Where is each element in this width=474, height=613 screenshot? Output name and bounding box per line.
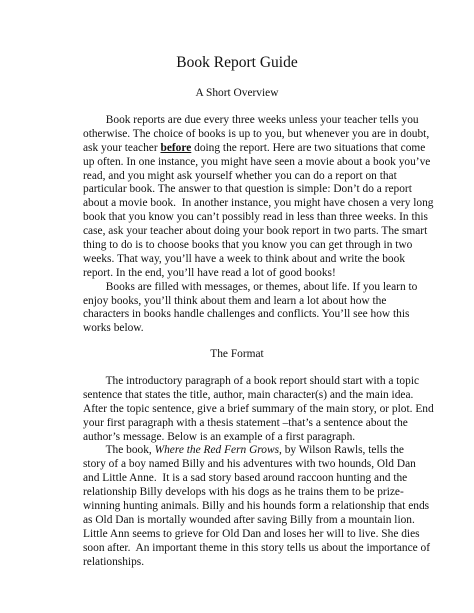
overview-line: about a movie book. In another instance, you might have chosen a very long xyxy=(83,197,434,210)
overview-heading: A Short Overview xyxy=(195,87,279,99)
format-line: Little Ann seems to grieve for Old Dan and loses her will to live. She dies xyxy=(83,527,420,540)
format-line: The introductory paragraph of a book report should start with a topic xyxy=(83,375,420,387)
format-line: relationship Billy develops with his dogs as he trains them to be prize- xyxy=(83,486,404,499)
format-text-after: by Wilson Rawls, tells the xyxy=(281,444,404,457)
format-line: winning hunting animals. Billy and his hounds form a relationship that ends xyxy=(83,500,430,513)
overview-line: read, and you might ask yourself whether you can do a report on that xyxy=(83,169,397,182)
format-text-before: The book, xyxy=(83,444,155,457)
overview-line: book that you know you can’t possibly read in less than three weeks. In this xyxy=(83,211,428,224)
overview-line: case, ask your teacher about doing your book report in two parts. The smart xyxy=(83,225,428,238)
overview-line: weeks. That way, you’ll have a week to think about and write the book xyxy=(83,252,406,265)
format-line: author’s message. Below is an example of a first paragraph. xyxy=(83,430,356,443)
overview-line: Book reports are due every three weeks unless your teacher tells you xyxy=(83,114,419,126)
overview-line: works below. xyxy=(83,322,144,335)
format-line: your first paragraph with a thesis statement –that’s a sentence about the xyxy=(83,416,408,429)
format-line: After the topic sentence, give a brief summary of the main story, or plot. End xyxy=(83,402,434,415)
overview-text-after: doing the report. Here are two situations that come xyxy=(191,141,426,154)
format-line: and Little Anne. It is a sad story based around raccoon hunting and the xyxy=(83,472,408,485)
document-title: Book Report Guide xyxy=(176,54,298,71)
overview-line: characters in books handle challenges and conflicts. You’ll see how this xyxy=(83,308,410,321)
book-title-italic: Where the Red Fern Grows, xyxy=(154,444,282,457)
overview-line: thing to do is to choose books that you know you can get through in two xyxy=(83,239,413,252)
format-heading: The Format xyxy=(210,348,264,360)
overview-line-emphasis xyxy=(83,141,426,156)
overview-line: Books are filled with messages, or themes, about life. If you learn to xyxy=(83,280,418,293)
overview-line: enjoy books, you’ll think about them and learn a lot about how the xyxy=(83,294,387,307)
emphasis-before-word: before xyxy=(160,141,192,154)
format-line: soon after. An important theme in this story tells us about the importance of xyxy=(83,541,431,554)
format-line: story of a boy named Billy and his adventures with two hounds, Old Dan xyxy=(83,458,416,471)
overview-section xyxy=(83,114,434,336)
overview-line: particular book. The answer to that question is simple: Don’t do a report xyxy=(83,183,412,196)
overview-text-before: ask your teacher xyxy=(83,141,161,154)
format-line: as Old Dan is mortally wounded after saving Billy from a mountain lion. xyxy=(83,513,415,526)
overview-line: up often. In one instance, you might have seen a movie about a book you’ve xyxy=(83,155,431,168)
overview-line: otherwise. The choice of books is up to you, but whenever you are in doubt, xyxy=(83,127,430,140)
format-line: relationships. xyxy=(83,555,145,568)
format-line-emphasis xyxy=(83,444,403,458)
format-section xyxy=(83,375,434,569)
overview-line: report. In the end, you’ll have read a lot of good books! xyxy=(83,266,336,279)
format-line: sentence that states the title, author, main character(s) and the main idea. xyxy=(83,388,414,401)
